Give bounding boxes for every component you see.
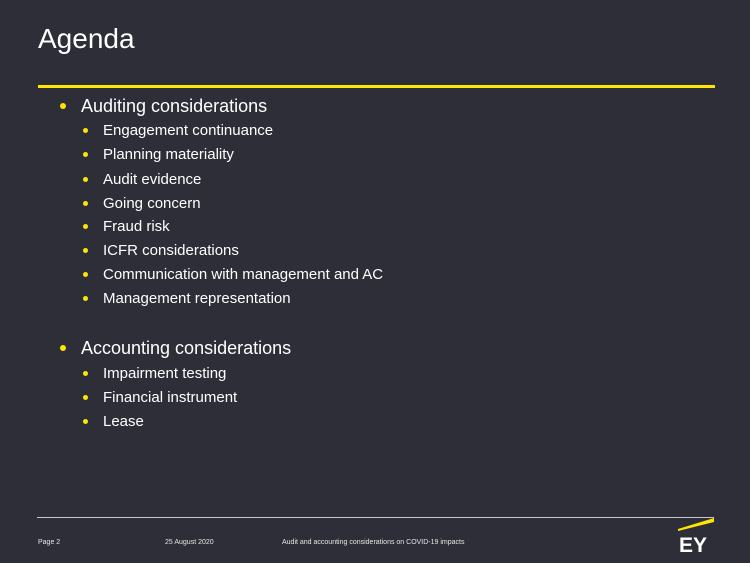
bullet-icon bbox=[83, 395, 88, 400]
agenda-item-label: Audit evidence bbox=[103, 171, 202, 188]
agenda-item-label: Management representation bbox=[103, 290, 291, 307]
footer-divider bbox=[37, 517, 714, 518]
agenda-item-label: Impairment testing bbox=[103, 365, 227, 382]
bullet-icon bbox=[83, 128, 88, 133]
agenda-item-label: Lease bbox=[103, 413, 144, 430]
bullet-icon bbox=[83, 419, 88, 424]
ey-logo-text: EY bbox=[679, 534, 708, 554]
bullet-icon bbox=[83, 272, 88, 277]
agenda-item-label: Communication with management and AC bbox=[103, 266, 384, 283]
ey-logo-icon bbox=[678, 518, 714, 554]
bullet-icon bbox=[60, 103, 66, 109]
bullet-icon bbox=[83, 201, 88, 206]
agenda-item-label: Fraud risk bbox=[103, 218, 170, 235]
agenda-item-label: Engagement continuance bbox=[103, 122, 274, 139]
agenda-item-label: Going concern bbox=[103, 195, 201, 212]
bullet-icon bbox=[83, 371, 88, 376]
bullet-icon bbox=[83, 177, 88, 182]
bullet-icon bbox=[83, 152, 88, 157]
ey-logo-beam bbox=[678, 518, 714, 531]
agenda-item-label: Planning materiality bbox=[103, 146, 234, 163]
footer-page-number: Page 2 bbox=[38, 539, 61, 546]
footer-subject: Audit and accounting considerations on COVID-19 impacts bbox=[282, 539, 465, 546]
agenda-item-label: ICFR considerations bbox=[103, 242, 239, 259]
slide-title: Agenda bbox=[38, 23, 135, 54]
bullet-icon bbox=[83, 296, 88, 301]
bullet-icon bbox=[83, 224, 88, 229]
agenda-item-label: Financial instrument bbox=[103, 389, 238, 406]
footer-date: 25 August 2020 bbox=[165, 539, 214, 546]
bullet-icon bbox=[83, 248, 88, 253]
agenda-section-label: Accounting considerations bbox=[81, 338, 292, 358]
agenda-section-label: Auditing considerations bbox=[81, 96, 268, 116]
bullet-icon bbox=[60, 345, 66, 351]
